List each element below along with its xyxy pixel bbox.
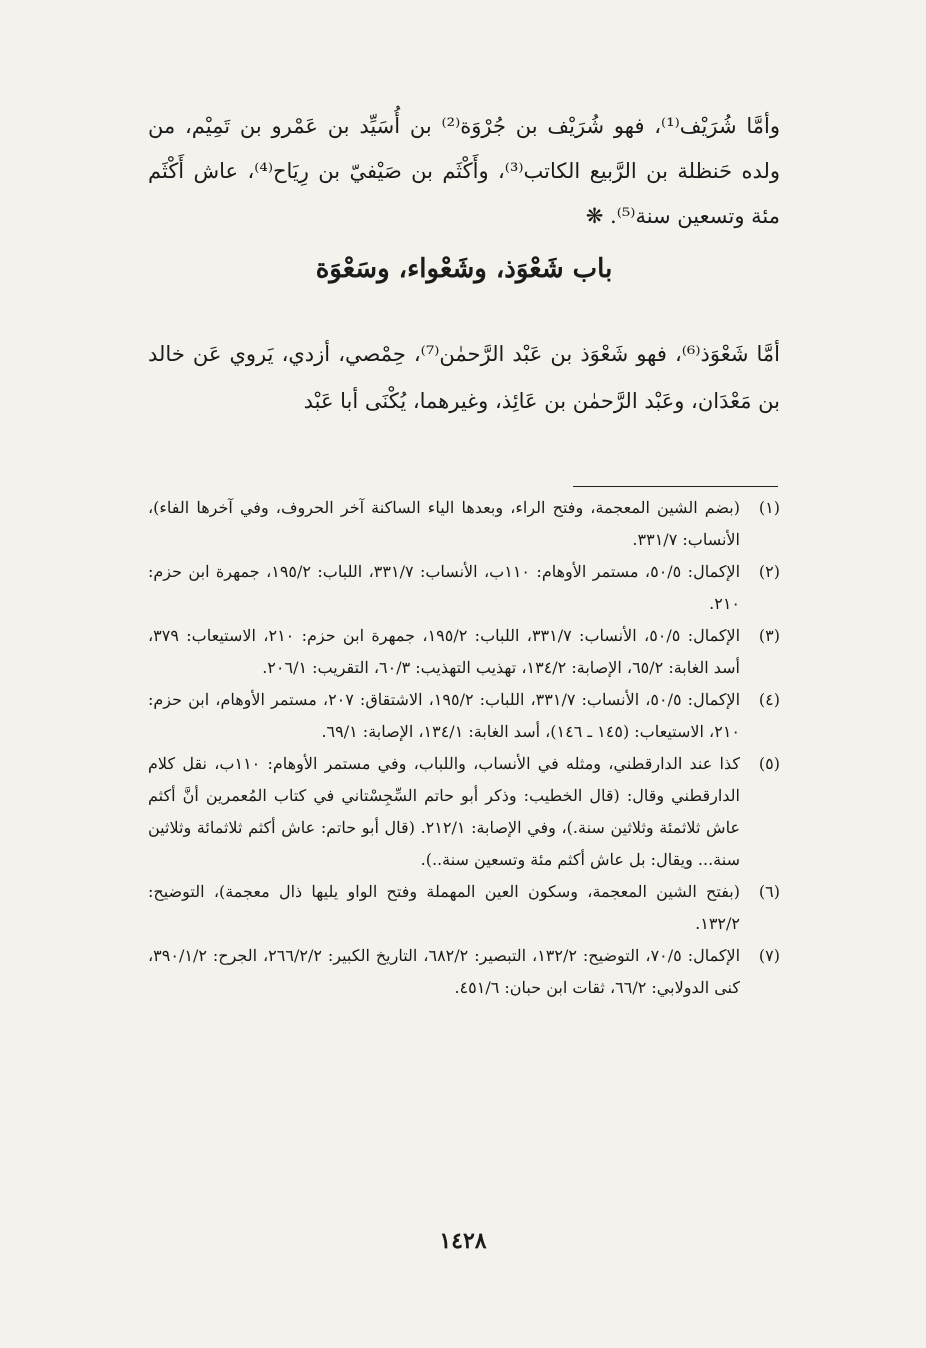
page-number: ١٤٢٨: [439, 1228, 487, 1254]
footnote: [148, 620, 780, 684]
footnote-text: (بفتح الشين المعجمة، وسكون العين المهملة وفتح الواو يليها ذال معجمة)، التوضيح: ١٣٢/٢.: [148, 882, 740, 933]
main-text-block-2: [148, 310, 780, 446]
footnote-text: الإكمال: ٥٠/٥، الأنساب: ٣٣١/٧، اللباب: ١٩٥/٢، جمهرة ابن حزم: ٢١٠، الاستيعاب: ٣٧٩، أسد الغابة: ٦٥/٢، الإصابة: ١٣٤/٢، تهذيب التهذيب: ٦٠/٣، التقريب: ٢٠٦/١.: [148, 626, 741, 677]
footnote-number: (١): [758, 498, 780, 517]
main-paragraph-1: وأمَّا شُرَيْف⁽¹⁾، فهو شُرَيْف بن جُرْوَة⁽²⁾ بن أُسَيِّد بن عَمْرو بن تَمِيْم، من ولده حَنظلة بن الرَّبيع الكاتب⁽³⁾، وأَكْثَم بن صَيْفيّ بن رِيَاح⁽⁴⁾، عاش أَكْثَم مئة وتسعين سنة⁽⁵⁾. ❋: [148, 114, 781, 228]
footnote-text: الإكمال: ٥٠/٥، الأنساب: ٣٣١/٧، اللباب: ١٩٥/٢، الاشتقاق: ٢٠٧، مستمر الأوهام، ابن حزم: ٢١٠، الاستيعاب: (١٤٥ ـ ١٤٦)، أسد الغابة: ١٣٤/١، الإصابة: ٦٩/١.: [148, 690, 741, 741]
footnotes: [148, 492, 780, 1004]
footnote: [148, 748, 780, 876]
footnote-text: الإكمال: ٥٠/٥، مستمر الأوهام: ١١٠ب، الأنساب: ٣٣١/٧، اللباب: ١٩٥/٢، جمهرة ابن حزم: ٢١٠.: [148, 562, 741, 613]
footnote-number: (٤): [758, 690, 780, 709]
footnote: [148, 876, 780, 940]
footnote-number: (٥): [758, 754, 780, 773]
footnote-text: كذا عند الدارقطني، ومثله في الأنساب، واللباب، وفي مستمر الأوهام: ١١٠ب، نقل كلام الدارقطني وقال: (قال الخطيب: وذكر أبو حاتم السِّجِسْتاني في كتاب المُعمرين أنَّ أكثم عاش ثلاثمئة وثلاثين سنة.)، وفي الإصابة: ٢١٢/١. (قال أبو حاتم: عاش أكثم ثلاثمائة وثلاثين سنة... ويقال: بل عاش أكثم مئة وتسعين سنة..).: [148, 754, 740, 869]
footnote-number: (٦): [758, 882, 780, 901]
footnote-number: (٢): [758, 562, 780, 581]
footnote: [148, 556, 780, 620]
footnote-number: (٧): [758, 946, 780, 965]
footnote: [148, 940, 780, 1004]
footnote-number: (٣): [758, 626, 780, 645]
footnote: [148, 492, 780, 556]
footnote-text: (بضم الشين المعجمة، وفتح الراء، وبعدها الياء الساكنة آخر الحروف، وفي آخرها الفاء)، الأنساب: ٣٣١/٧.: [148, 498, 740, 549]
footnote-text: الإكمال: ٧٠/٥، التوضيح: ١٣٢/٢، التبصير: ٦٨٢/٢، التاريخ الكبير: ٢٦٦/٢/٢، الجرح: ٣٩٠/١/٢، كنى الدولابي: ٦٦/٢، ثقات ابن حبان: ٤٥١/٦.: [148, 946, 741, 997]
main-paragraph-2: أمَّا شَعْوَذ⁽⁶⁾، فهو شَعْوَذ بن عَبْد الرَّحمٰن⁽⁷⁾، حِمْصي، أزدي، يَروي عَن خالد بن مَعْدَان، وعَبْد الرَّحمٰن بن عَائِذ، وغيرهما، يُكْنَى أبا عَبْد: [148, 342, 780, 413]
footnote: [148, 684, 780, 748]
footnote-separator: [573, 486, 778, 487]
main-text-block: [148, 104, 780, 239]
section-heading: باب شَعْوَذ، وشَعْواء، وسَعْوَة: [315, 254, 613, 284]
